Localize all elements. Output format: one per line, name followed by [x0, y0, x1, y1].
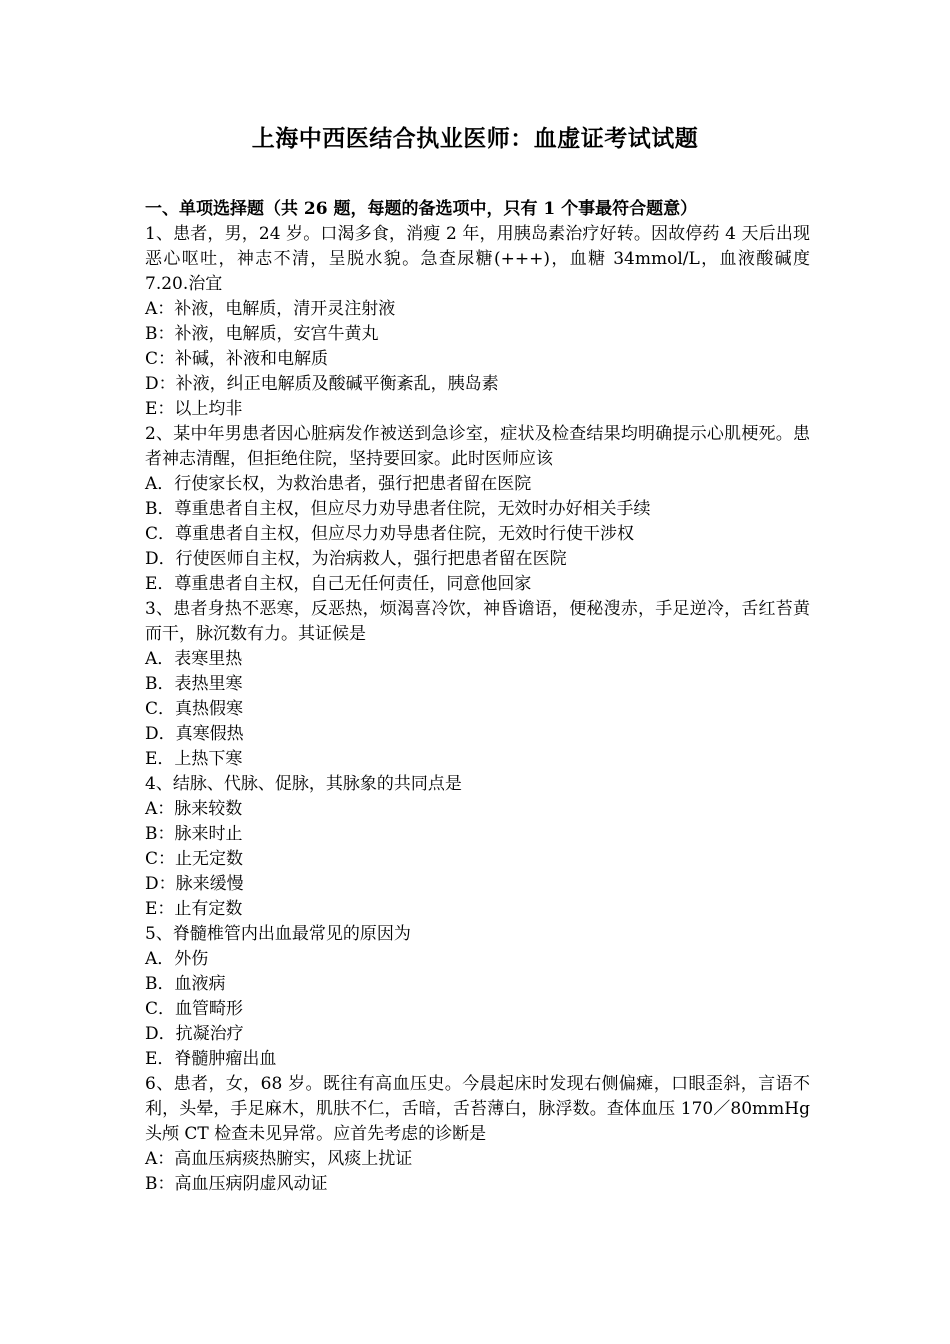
document-body	[145, 197, 810, 1197]
option-a: A：高血压病痰热腑实，风痰上扰证	[145, 1149, 413, 1169]
option-a: A：脉来较数	[145, 799, 243, 819]
option-e: E．上热下寒	[145, 749, 243, 769]
question-6	[145, 1072, 810, 1197]
question-stem: 3、患者身热不恶寒，反恶热，烦渴喜冷饮，神昏谵语，便秘溲赤，手足逆冷，舌红苔黄而干，脉沉数有力。其证候是	[145, 599, 810, 644]
option-c: C．尊重患者自主权，但应尽力劝导患者住院，无效时行使干涉权	[145, 524, 635, 544]
option-b: B：高血压病阴虚风动证	[145, 1174, 328, 1194]
option-d: D：脉来缓慢	[145, 874, 244, 894]
option-c: C．真热假寒	[145, 699, 244, 719]
option-e: E．脊髓肿瘤出血	[145, 1049, 277, 1069]
option-b: B：补液，电解质，安宫牛黄丸	[145, 324, 379, 344]
option-a: A．外伤	[145, 949, 209, 969]
section-heading: 一、单项选择题（共 26 题，每题的备选项中，只有 1 个事最符合题意）	[145, 199, 698, 219]
option-d: D．抗凝治疗	[145, 1024, 244, 1044]
option-d: D．真寒假热	[145, 724, 244, 744]
question-stem: 5、脊髓椎管内出血最常见的原因为	[145, 924, 411, 944]
question-3	[145, 597, 810, 772]
option-b: B．表热里寒	[145, 674, 243, 694]
option-a: A．行使家长权，为救治患者，强行把患者留在医院	[145, 474, 532, 494]
option-b: B．尊重患者自主权，但应尽力劝导患者住院，无效时办好相关手续	[145, 499, 651, 519]
option-b: B．血液病	[145, 974, 226, 994]
question-4	[145, 772, 810, 922]
option-a: A．表寒里热	[145, 649, 243, 669]
option-d: D．行使医师自主权，为治病救人，强行把患者留在医院	[145, 549, 567, 569]
question-stem: 2、某中年男患者因心脏病发作被送到急诊室，症状及检查结果均明确提示心肌梗死。患者神志清醒，但拒绝住院，坚持要回家。此时医师应该	[145, 424, 810, 469]
option-b: B：脉来时止	[145, 824, 243, 844]
question-5	[145, 922, 810, 1072]
question-2	[145, 422, 810, 597]
option-c: C：止无定数	[145, 849, 244, 869]
question-stem: 6、患者，女，68 岁。既往有高血压史。今晨起床时发现右侧偏瘫，口眼歪斜，言语不利，头晕，手足麻木，肌肤不仁，舌暗，舌苔薄白，脉浮数。查体血压 170／80mmHg 头颅 CT 检查未见异常。应首先考虑的诊断是	[145, 1074, 810, 1144]
question-stem: 1、患者，男，24 岁。口渴多食，消瘦 2 年，用胰岛素治疗好转。因故停药 4 天后出现恶心呕吐，神志不清，呈脱水貌。急查尿糖(+++)，血糖 34mmol/L，血液酸碱度 7.20.治宜	[145, 224, 810, 294]
document-title: 上海中西医结合执业医师：血虚证考试试题	[251, 125, 699, 152]
option-e: E：以上均非	[145, 399, 243, 419]
option-a: A：补液，电解质，清开灵注射液	[145, 299, 396, 319]
option-c: C：补碱，补液和电解质	[145, 349, 329, 369]
question-1	[145, 222, 810, 422]
option-c: C．血管畸形	[145, 999, 244, 1019]
option-e: E．尊重患者自主权，自己无任何责任，同意他回家	[145, 574, 532, 594]
option-e: E：止有定数	[145, 899, 243, 919]
option-d: D：补液，纠正电解质及酸碱平衡紊乱，胰岛素	[145, 374, 499, 394]
question-stem: 4、结脉、代脉、促脉，其脉象的共同点是	[145, 774, 462, 794]
